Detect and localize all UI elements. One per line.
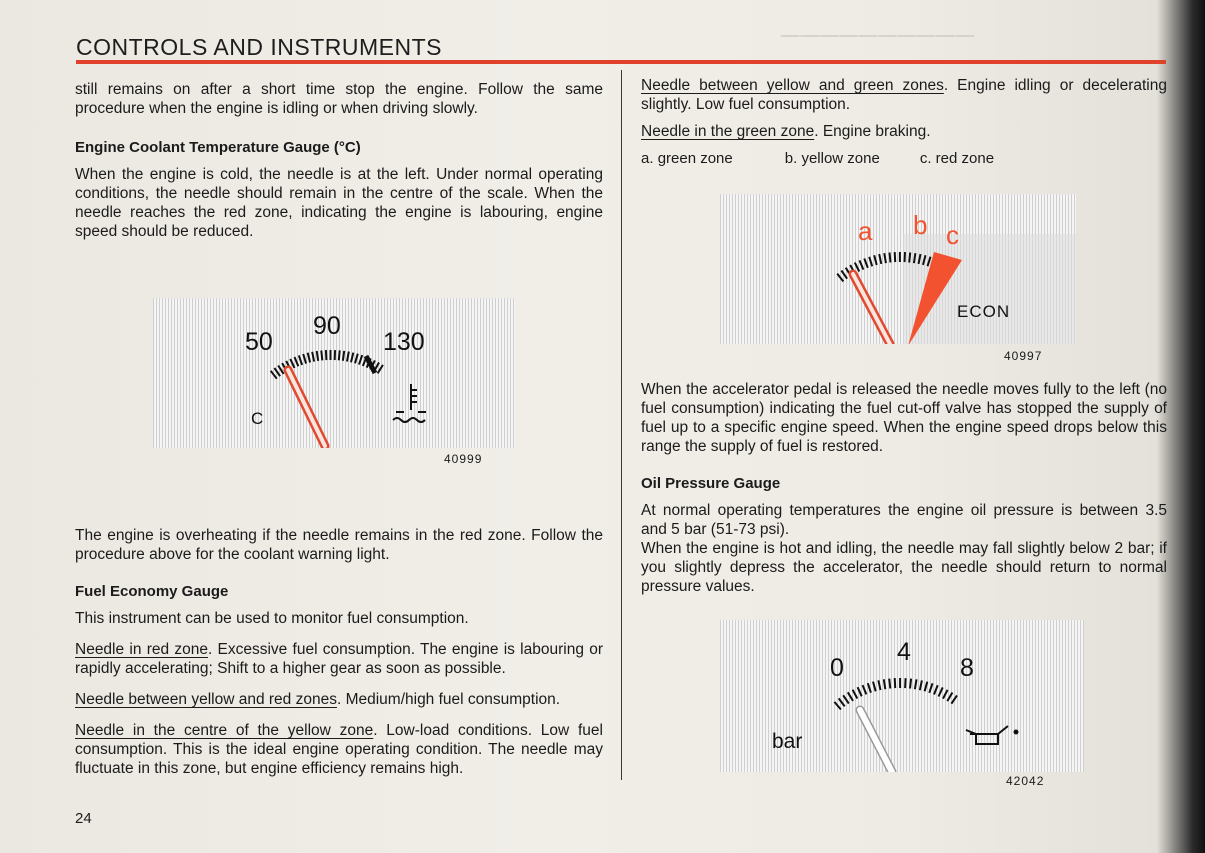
fuel-item-yellow-red-desc: . Medium/high fuel consumption. xyxy=(336,691,561,708)
econ-needle xyxy=(853,274,890,344)
oil-figure-number: 42042 xyxy=(1006,774,1045,788)
overheat-paragraph: The engine is overheating if the needle remains in the red zone. Follow the procedure above for the coolant warning light. xyxy=(75,527,603,563)
scale-tick xyxy=(841,271,847,279)
scale-tick xyxy=(864,259,868,268)
oil-pressure-paragraph-2: When the engine is hot and idling, the needle may fall slightly below 2 bar; if you slightly depress the accelerator, the needle should return to normal pressure values. xyxy=(641,540,1167,595)
fuel-item-yellow-centre-term: Needle in the centre of the yellow zone xyxy=(75,722,374,739)
fuel-item-yellow-centre-desc: . Low-load conditions. Low fuel consumption. This is the ideal engine operating condition. The needle may fluctuate in this zone, but engine efficiency remains high. xyxy=(75,722,603,777)
scale-tick xyxy=(343,351,344,361)
scale-tick xyxy=(347,352,349,362)
coolant-gauge-figure xyxy=(153,298,515,448)
scale-tick xyxy=(905,678,906,688)
scale-tick xyxy=(326,350,327,360)
right-column-top xyxy=(641,76,1167,168)
page-number: 24 xyxy=(75,810,92,827)
zone-label-b: b. yellow zone xyxy=(784,150,880,167)
fuel-item-green-desc: . Engine braking. xyxy=(814,123,931,140)
econ-letter-b: b xyxy=(913,210,928,240)
scale-tick xyxy=(317,351,319,361)
scale-tick xyxy=(929,683,932,693)
fuel-item-yellow-centre xyxy=(75,721,603,778)
scale-tick xyxy=(869,257,872,267)
scale-tick xyxy=(915,679,917,689)
oil-label-4: 4 xyxy=(897,638,911,666)
scale-tick xyxy=(378,365,383,374)
scale-tick xyxy=(874,255,877,265)
coolant-label-90: 90 xyxy=(313,312,341,340)
thermometer-icon xyxy=(393,384,426,422)
scale-tick xyxy=(951,695,957,703)
fuel-item-green-term: Needle in the green zone xyxy=(641,123,815,140)
scale-tick xyxy=(890,253,891,263)
scale-tick xyxy=(848,692,853,701)
scale-tick xyxy=(359,355,362,365)
oil-label-8: 8 xyxy=(960,654,974,682)
scale-tick xyxy=(884,253,886,263)
econ-gauge-figure xyxy=(720,194,1076,344)
scale-tick xyxy=(943,690,948,699)
scale-tick xyxy=(271,371,277,379)
scale-tick xyxy=(312,352,314,362)
oil-pressure-paragraph-1: At normal operating temperatures the engine oil pressure is between 3.5 and 5 bar (51-73 psi). xyxy=(641,502,1167,538)
zone-label-a: a. green zone xyxy=(641,150,733,167)
fuel-economy-heading: Fuel Economy Gauge xyxy=(75,583,229,600)
fuel-item-yellow-green-desc: . Engine idling or decelerating slightly. Low fuel consumption. xyxy=(641,77,1167,113)
scale-tick xyxy=(839,698,845,706)
scale-tick xyxy=(939,687,943,696)
fuel-item-yellow-green xyxy=(641,76,1167,114)
econ-letter-a: a xyxy=(858,216,873,246)
right-column-middle xyxy=(641,380,1167,608)
scale-tick xyxy=(303,354,306,364)
left-column-top xyxy=(75,80,603,253)
scale-tick xyxy=(834,702,841,710)
scale-tick xyxy=(878,680,880,690)
scale-tick xyxy=(868,683,871,693)
fuel-item-red-term: Needle in red zone xyxy=(75,641,208,658)
oil-pressure-heading: Oil Pressure Gauge xyxy=(641,475,781,492)
scale-tick xyxy=(351,353,353,363)
scale-tick xyxy=(925,682,928,692)
header-rule xyxy=(76,60,1166,64)
scale-tick xyxy=(895,252,896,262)
fuel-item-red-desc: . Excessive fuel consumption. The engine is labouring or rapidly accelerating; Shift to a higher gear as soon as possible. xyxy=(75,641,603,677)
left-column-bottom xyxy=(75,526,603,790)
scale-tick xyxy=(860,260,864,269)
fuel-item-red xyxy=(75,640,603,678)
coolant-paragraph: When the engine is cold, the needle is at the left. Under normal operating conditions, the needle should remain in the centre of the scale. When the needle reaches the red zone, indicating the engine is labouring, engine speed should be reduced. xyxy=(75,166,603,240)
scale-tick xyxy=(295,357,299,366)
zone-labels xyxy=(641,149,1167,168)
page-header-title: CONTROLS AND INSTRUMENTS xyxy=(76,34,442,60)
scale-tick xyxy=(855,263,859,272)
intro-paragraph: still remains on after a short time stop the engine. Follow the same procedure when the engine is idling or when driving slowly. xyxy=(75,81,603,117)
oil-unit-label: bar xyxy=(772,730,803,753)
econ-letter-c: c xyxy=(946,220,959,250)
econ-figure-number: 40997 xyxy=(1004,349,1043,363)
scale-tick xyxy=(837,274,843,282)
scale-tick xyxy=(278,366,283,374)
oil-label-0: 0 xyxy=(830,654,844,682)
scale-tick xyxy=(299,355,302,365)
scale-tick xyxy=(853,690,858,699)
scale-tick xyxy=(895,678,896,688)
scale-tick xyxy=(274,368,280,376)
coolant-figure-number: 40999 xyxy=(444,452,483,466)
scale-tick xyxy=(339,350,340,360)
scale-tick xyxy=(308,353,310,363)
econ-label: ECON xyxy=(957,302,1011,321)
oil-needle xyxy=(860,710,892,772)
coolant-label-50: 50 xyxy=(245,328,273,356)
scale-tick xyxy=(889,679,890,689)
scale-tick xyxy=(290,359,294,368)
scale-tick xyxy=(321,351,322,361)
scale-tick xyxy=(873,682,876,692)
scale-tick xyxy=(843,695,849,703)
scale-tick xyxy=(858,687,862,696)
scale-tick xyxy=(947,693,952,702)
oil-can-icon xyxy=(966,726,1018,744)
fuel-item-yellow-red xyxy=(75,690,603,709)
scale-tick xyxy=(879,254,881,264)
fuel-item-green xyxy=(641,122,1167,141)
oil-scale-ticks xyxy=(834,678,957,710)
coolant-heading: Engine Coolant Temperature Gauge (°C) xyxy=(75,139,361,156)
coolant-needle xyxy=(288,370,325,446)
scale-tick xyxy=(355,354,358,364)
scale-tick xyxy=(909,253,910,263)
fuel-item-yellow-green-term: Needle between yellow and green zones xyxy=(641,77,944,94)
show-through-text: ────────── xyxy=(780,20,975,50)
fuel-item-yellow-red-term: Needle between yellow and red zones xyxy=(75,691,337,708)
scale-tick xyxy=(905,252,906,262)
scale-tick xyxy=(934,685,938,694)
scale-tick xyxy=(884,679,886,689)
oil-gauge-figure xyxy=(720,620,1084,772)
column-divider xyxy=(621,70,622,780)
scale-tick xyxy=(910,679,911,689)
coolant-label-130: 130 xyxy=(383,328,425,356)
fuel-economy-intro: This instrument can be used to monitor fuel consumption. xyxy=(75,610,469,627)
zone-label-c: c. red zone xyxy=(919,150,995,167)
scale-tick xyxy=(920,680,922,690)
accelerator-paragraph: When the accelerator pedal is released the needle moves fully to the left (no fuel consumption) indicating the fuel cut-off valve has stopped the supply of fuel up to a specific engine speed. When the engine speed drops below this range the supply of fuel is restored. xyxy=(641,381,1167,455)
coolant-c-label: C xyxy=(251,409,264,428)
scale-tick xyxy=(863,685,867,694)
